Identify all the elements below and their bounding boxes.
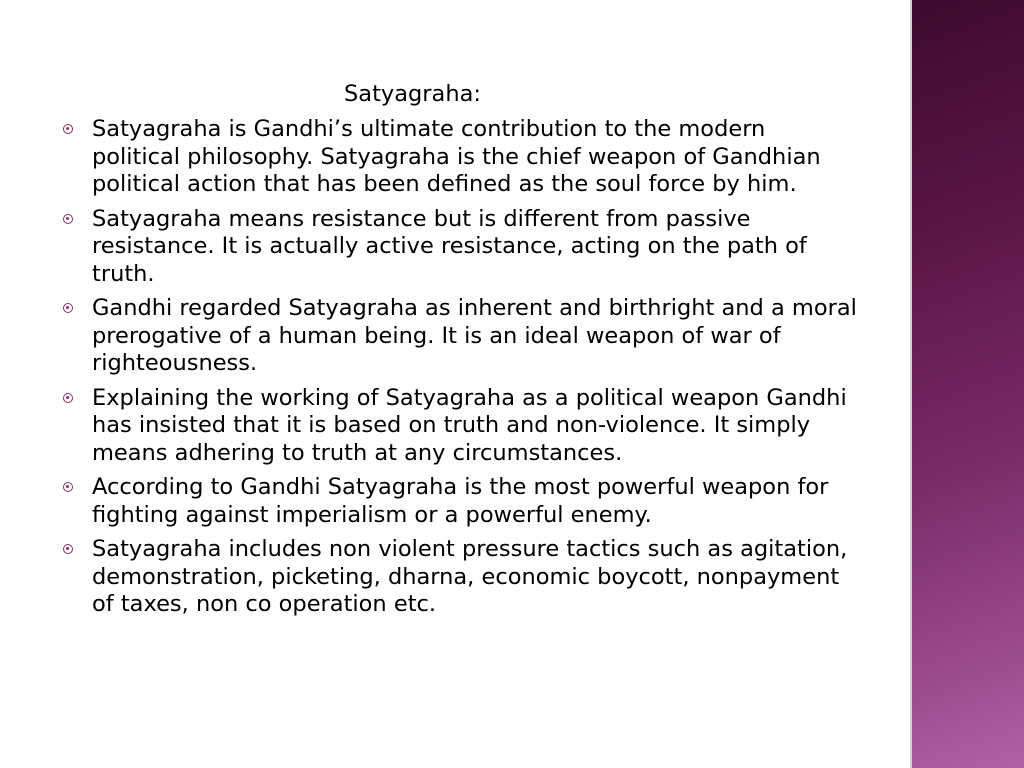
bullet-text: Explaining the working of Satyagraha as a political weapon Gandhi has insisted that it is based on truth and non-violence. It simply means adhering to truth at any circumstances.	[92, 384, 847, 466]
bullet-text: Gandhi regarded Satyagraha as inherent and birthright and a moral prerogative of a human being. It is an ideal weapon of war of righteousness.	[92, 295, 857, 376]
bullet-text: Satyagraha means resistance but is different from passive resistance. It is actually active resistance, acting on the path of truth.	[92, 205, 807, 287]
bullet-list	[60, 116, 860, 626]
target-bullet-icon	[63, 393, 73, 403]
target-bullet-icon	[63, 482, 73, 492]
bullet-item	[60, 206, 860, 289]
slide-title: Satyagraha:	[344, 81, 481, 107]
target-bullet-icon	[63, 544, 73, 554]
decorative-side-band	[912, 0, 1024, 768]
bullet-item	[60, 295, 860, 378]
target-bullet-icon	[63, 214, 73, 224]
target-bullet-icon	[63, 303, 73, 313]
bullet-item	[60, 536, 860, 619]
target-bullet-icon	[63, 124, 73, 134]
bullet-text: Satyagraha is Gandhi’s ultimate contribution to the modern political philosophy. Satyagraha is the chief weapon of Gandhian political action that has been defined as the soul force by him.	[92, 116, 821, 197]
bullet-item	[60, 385, 860, 468]
bullet-item	[60, 116, 860, 199]
bullet-text: According to Gandhi Satyagraha is the most powerful weapon for fighting against imperialism or a powerful enemy.	[92, 474, 829, 528]
bullet-item	[60, 474, 860, 529]
bullet-text: Satyagraha includes non violent pressure tactics such as agitation, demonstration, picketing, dharna, economic boycott, nonpayment of taxes, non co operation etc.	[92, 536, 848, 617]
